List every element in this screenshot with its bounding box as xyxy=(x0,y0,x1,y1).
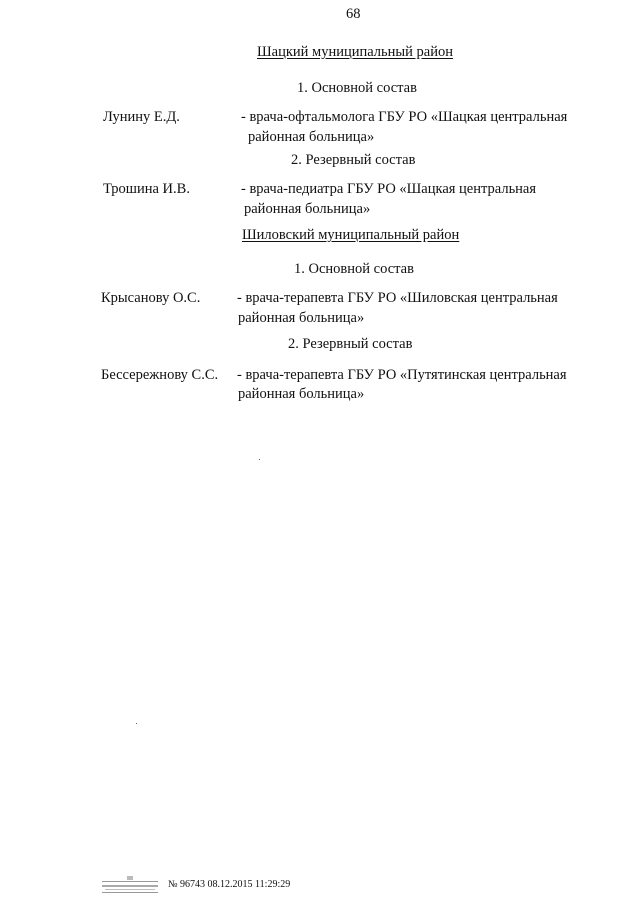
position-line: - врача-педиатра ГБУ РО «Шацкая центральная xyxy=(241,181,537,197)
position-line: - врача-терапевта ГБУ РО «Путятинская центральная xyxy=(237,367,567,383)
position-line: районная больница» xyxy=(238,386,365,402)
position-line: - врача-офтальмолога ГБУ РО «Шацкая центральная xyxy=(241,109,568,125)
position-line: - врача-терапевта ГБУ РО «Шиловская центральная xyxy=(237,290,558,306)
person-name: Лунину Е.Д. xyxy=(103,109,180,125)
district-heading: Шиловский муниципальный район xyxy=(242,227,460,243)
page-number: 68 xyxy=(346,6,361,22)
group-heading: 1. Основной состав xyxy=(294,261,414,277)
group-heading: 2. Резервный состав xyxy=(291,152,416,168)
position-line: районная больница» xyxy=(238,310,365,326)
position-line: районная больница» xyxy=(248,129,375,145)
scan-dot xyxy=(259,459,260,460)
scan-dot xyxy=(136,723,137,724)
person-name: Трошина И.В. xyxy=(103,181,190,197)
group-heading: 2. Резервный состав xyxy=(288,336,413,352)
document-registration-mark: № 96743 08.12.2015 11:29:29 xyxy=(168,879,291,890)
district-heading: Шацкий муниципальный район xyxy=(257,44,453,60)
person-name: Бессережнову С.С. xyxy=(101,367,219,383)
group-heading: 1. Основной состав xyxy=(297,80,417,96)
registry-stamp-icon xyxy=(101,875,159,895)
person-name: Крысанову О.С. xyxy=(101,290,201,306)
position-line: районная больница» xyxy=(244,201,371,217)
